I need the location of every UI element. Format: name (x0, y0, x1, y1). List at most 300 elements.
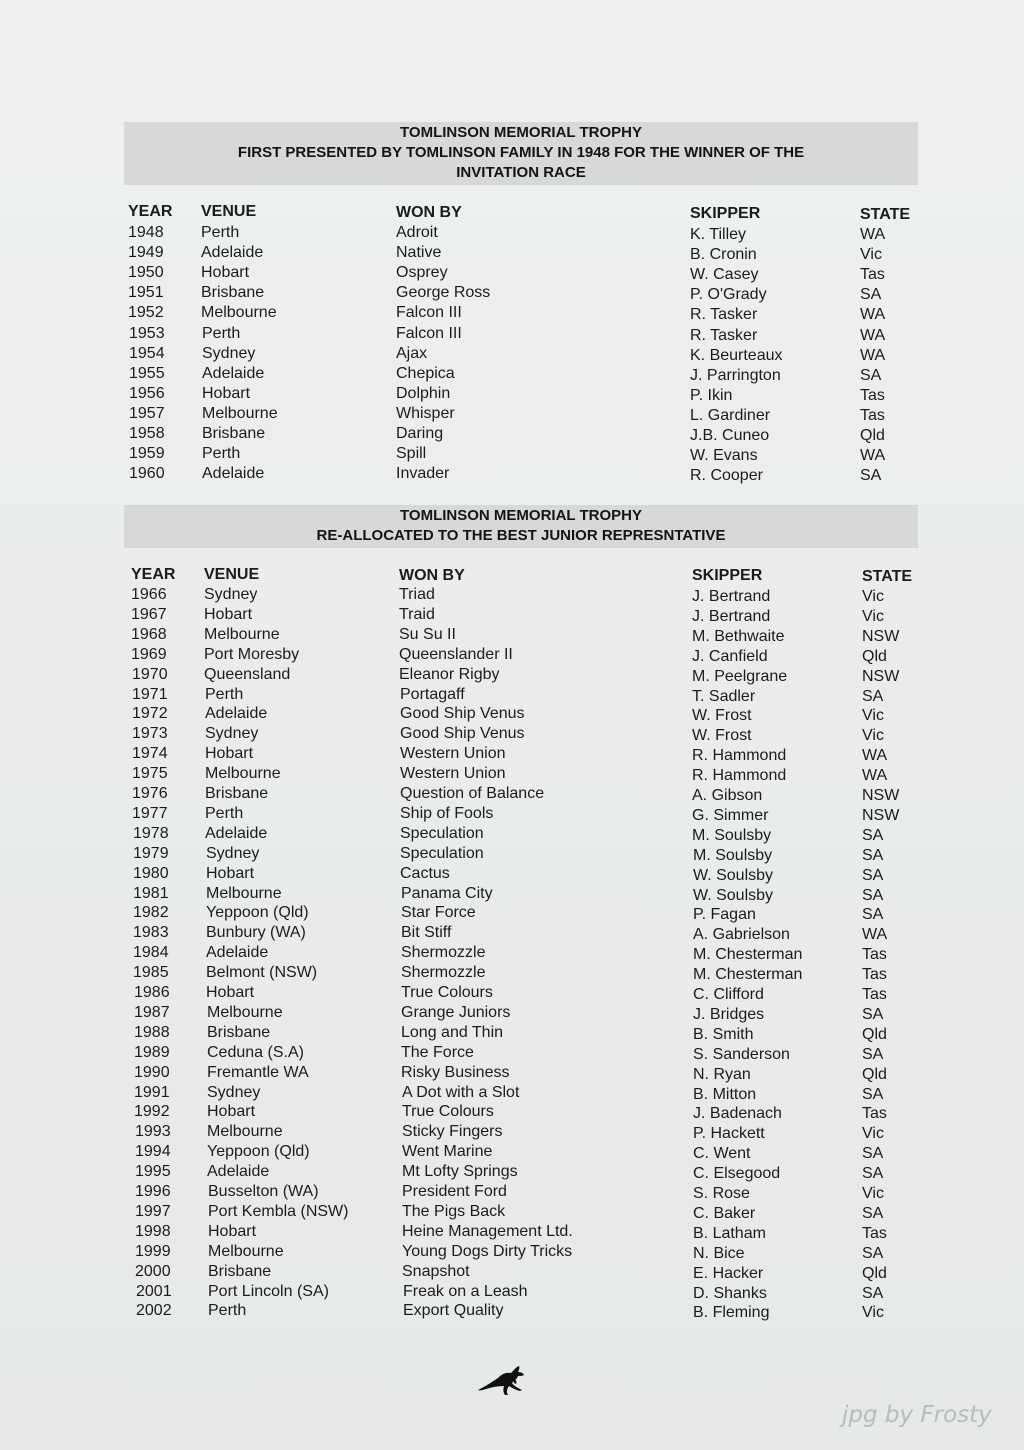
won-by-cell: Falcon III (396, 324, 462, 342)
table-row (0, 884, 1024, 904)
state-cell: Vic (862, 1125, 884, 1143)
won-by-cell: Traid (399, 605, 435, 623)
skipper-cell: W. Casey (690, 266, 759, 284)
won-by-cell: Osprey (396, 264, 448, 282)
year-cell: 1985 (133, 964, 169, 982)
skipper-cell: P. Ikin (690, 386, 733, 404)
venue-cell: Sydney (202, 344, 256, 362)
won-by-cell: Falcon III (396, 304, 462, 322)
venue-cell: Fremantle WA (207, 1063, 309, 1081)
venue-cell: Melbourne (206, 884, 282, 902)
venue-cell: Belmont (NSW) (206, 964, 318, 982)
won-by-cell: Speculation (400, 844, 484, 862)
year-cell: 1953 (129, 324, 165, 342)
state-cell: SA (862, 906, 884, 924)
table-row (0, 824, 1024, 844)
won-by-cell: Star Force (401, 904, 476, 922)
skipper-cell: C. Baker (693, 1204, 756, 1222)
state-cell: SA (862, 687, 884, 705)
venue-cell: Melbourne (202, 404, 278, 422)
won-by-cell: Cactus (400, 864, 450, 882)
won-by-cell: Ship of Fools (400, 804, 494, 822)
year-cell: 1976 (132, 785, 168, 802)
won-by-cell: Went Marine (402, 1143, 493, 1161)
table-row (0, 1242, 1024, 1262)
venue-cell: Brisbane (202, 425, 266, 442)
skipper-cell: S. Sanderson (693, 1045, 790, 1063)
won-by-cell: Speculation (400, 824, 484, 842)
year-cell: 1986 (134, 984, 170, 1001)
skipper-cell: M. Chesterman (693, 946, 803, 964)
won-by-cell: Triad (399, 586, 435, 603)
won-by-cell: Long and Thin (401, 1023, 504, 1041)
skipper-cell: C. Went (693, 1145, 751, 1163)
state-cell: Tas (860, 266, 885, 284)
state-cell: WA (862, 747, 888, 765)
year-cell: 1983 (133, 924, 169, 942)
skipper-cell: J. Badenach (693, 1105, 782, 1123)
state-cell: Vic (862, 588, 884, 605)
venue-cell: Melbourne (207, 1123, 283, 1141)
won-by-cell: George Ross (396, 284, 491, 302)
state-cell: WA (862, 926, 888, 944)
year-cell: 1980 (133, 864, 169, 882)
state-cell: SA (862, 1085, 884, 1103)
year-cell: 1995 (135, 1163, 171, 1181)
venue-cell: Adelaide (202, 364, 265, 382)
won-by-cell: Adroit (396, 224, 438, 241)
venue-cell: Adelaide (201, 244, 264, 262)
state-cell: SA (862, 1244, 884, 1262)
won-by-cell: Freak on a Leash (403, 1282, 528, 1300)
section2-banner-line: RE-ALLOCATED TO THE BEST JUNIOR REPRESNTATIVE (316, 527, 726, 544)
year-cell: 1958 (129, 425, 165, 442)
photo-credit-watermark: jpg by Frosty (842, 1402, 992, 1428)
state-cell: WA (862, 767, 888, 785)
won-by-cell: Bit Stiff (401, 924, 452, 942)
state-cell: Tas (862, 986, 887, 1003)
state-cell: Vic (862, 727, 884, 745)
state-cell: NSW (862, 667, 900, 685)
venue-cell: Yeppoon (Qld) (207, 1143, 310, 1161)
year-cell: 1982 (133, 904, 169, 922)
skipper-cell: D. Shanks (693, 1284, 767, 1302)
table-row (0, 1003, 1024, 1023)
skipper-cell: J. Bertrand (692, 588, 771, 605)
skipper-cell: C. Elsegood (693, 1165, 781, 1183)
venue-cell: Perth (205, 685, 244, 703)
won-by-cell: Panama City (401, 884, 493, 902)
venue-cell: Melbourne (207, 1003, 283, 1021)
won-by-cell: Western Union (400, 745, 506, 763)
skipper-cell: R. Tasker (690, 306, 758, 324)
section1-banner-line: FIRST PRESENTED BY TOMLINSON FAMILY IN 1948 FOR THE WINNER OF THE (237, 144, 805, 161)
year-cell: 1972 (132, 705, 168, 723)
skipper-cell: J.B. Cuneo (690, 427, 770, 444)
table-row (0, 424, 1024, 444)
won-by-cell: Shermozzle (401, 944, 486, 962)
skipper-cell: C. Clifford (693, 986, 764, 1003)
section2-banner (124, 505, 918, 548)
state-cell: SA (860, 366, 882, 384)
state-cell: Vic (862, 1304, 884, 1322)
state-cell: SA (862, 826, 884, 844)
table-row (0, 404, 1024, 424)
venue-cell: Brisbane (201, 284, 265, 302)
venue-cell: Sydney (205, 725, 259, 743)
state-cell: Qld (860, 427, 885, 444)
state-cell: NSW (862, 806, 900, 824)
section1-banner-line: TOMLINSON MEMORIAL TROPHY (400, 124, 642, 141)
venue-cell: Sydney (206, 844, 260, 862)
won-by-cell: Chepica (396, 364, 455, 382)
state-cell: Vic (860, 246, 882, 264)
won-by-cell: True Colours (401, 984, 493, 1001)
table-row (0, 263, 1024, 283)
venue-header: VENUE (204, 566, 260, 583)
venue-cell: Adelaide (205, 824, 268, 842)
skipper-cell: L. Gardiner (690, 406, 771, 424)
won-by-cell: President Ford (402, 1183, 507, 1200)
skipper-cell: G. Simmer (692, 806, 769, 824)
table-row (0, 243, 1024, 263)
year-cell: 1967 (131, 605, 167, 623)
table-row (0, 324, 1024, 344)
venue-cell: Hobart (206, 864, 255, 882)
won-by-cell: Eleanor Rigby (399, 665, 500, 683)
won-by-cell: Invader (396, 465, 450, 483)
won-by-cell: Sticky Fingers (402, 1123, 503, 1141)
skipper-cell: K. Beurteaux (690, 346, 783, 364)
won-by-cell: Whisper (396, 404, 455, 422)
table-row (0, 1202, 1024, 1222)
table-row (0, 1182, 1024, 1202)
table-row (0, 1063, 1024, 1083)
table-row (0, 1222, 1024, 1242)
table-row (0, 844, 1024, 864)
skipper-cell: J. Parrington (690, 366, 781, 384)
state-cell: SA (862, 886, 884, 904)
skipper-cell: N. Bice (693, 1244, 745, 1262)
skipper-cell: R. Hammond (692, 767, 787, 785)
year-cell: 1973 (132, 725, 168, 743)
table-row (0, 1043, 1024, 1063)
state-cell: SA (862, 846, 884, 864)
table-row (0, 903, 1024, 923)
year-cell: 1975 (132, 765, 168, 783)
won-by-cell: The Force (401, 1043, 474, 1061)
state-cell: Qld (862, 1065, 887, 1083)
state-cell: SA (862, 1145, 884, 1163)
table-row (0, 1023, 1024, 1043)
year-cell: 1993 (135, 1123, 171, 1141)
won-by-cell: Young Dogs Dirty Tricks (402, 1242, 573, 1260)
skipper-cell: T. Sadler (692, 687, 756, 705)
skipper-cell: W. Soulsby (693, 866, 774, 884)
state-cell: WA (860, 326, 886, 344)
year-cell: 1948 (128, 224, 164, 241)
skipper-cell: J. Bertrand (692, 607, 771, 625)
won-by-cell: The Pigs Back (402, 1202, 506, 1220)
table-row (0, 1102, 1024, 1122)
skipper-cell: K. Tilley (690, 226, 747, 243)
table-row (0, 983, 1024, 1003)
table-row (0, 344, 1024, 364)
skipper-header: SKIPPER (690, 205, 761, 222)
state-cell: WA (860, 346, 886, 364)
state-cell: WA (860, 226, 886, 243)
skipper-cell: J. Canfield (692, 647, 768, 665)
state-cell: WA (860, 447, 886, 465)
venue-header: VENUE (201, 203, 257, 220)
won-by-cell: Good Ship Venus (400, 705, 525, 723)
won-by-cell: Daring (396, 425, 444, 442)
skipper-cell: J. Bridges (693, 1005, 765, 1023)
skipper-cell: R. Cooper (690, 467, 763, 485)
skipper-cell: P. Fagan (693, 906, 756, 924)
venue-cell: Melbourne (205, 765, 281, 783)
state-cell: Tas (862, 946, 887, 964)
venue-cell: Brisbane (207, 1023, 271, 1041)
state-cell: SA (862, 1284, 884, 1302)
state-cell: SA (860, 467, 882, 485)
year-cell: 2002 (136, 1302, 172, 1320)
venue-cell: Perth (201, 224, 240, 241)
skipper-cell: B. Smith (693, 1025, 754, 1043)
venue-cell: Hobart (207, 1103, 256, 1121)
skipper-cell: S. Rose (693, 1185, 750, 1202)
venue-cell: Brisbane (208, 1262, 272, 1280)
year-cell: 1950 (128, 264, 164, 282)
state-cell: Qld (862, 1025, 887, 1043)
table-row (0, 605, 1024, 625)
skipper-cell: M. Soulsby (693, 846, 773, 864)
year-cell: 1970 (132, 665, 168, 683)
year-cell: 1956 (129, 384, 165, 402)
won-by-header: WON BY (396, 204, 462, 221)
table-row (0, 625, 1024, 645)
skipper-cell: E. Hacker (693, 1264, 764, 1282)
won-by-cell: Portagaff (400, 685, 465, 703)
won-by-cell: Shermozzle (401, 964, 486, 982)
skipper-cell: P. O'Grady (690, 286, 767, 304)
table-row (0, 645, 1024, 665)
venue-cell: Hobart (205, 745, 254, 763)
venue-cell: Bunbury (WA) (206, 924, 306, 942)
won-by-cell: Spill (396, 445, 427, 463)
year-cell: 1997 (135, 1202, 171, 1220)
state-cell: SA (862, 1204, 884, 1222)
won-by-cell: Western Union (400, 765, 506, 783)
skipper-cell: R. Tasker (690, 326, 758, 344)
state-header: STATE (862, 568, 913, 585)
state-cell: WA (860, 306, 886, 324)
kangaroo-icon (476, 1364, 530, 1398)
skipper-cell: N. Ryan (693, 1065, 751, 1083)
won-by-cell: Queenslander II (399, 645, 513, 663)
won-by-cell: Risky Business (401, 1063, 510, 1081)
skipper-cell: M. Soulsby (692, 826, 772, 844)
table-row (0, 724, 1024, 744)
skipper-cell: M. Bethwaite (692, 627, 785, 645)
year-cell: 1996 (135, 1183, 171, 1200)
venue-cell: Port Lincoln (SA) (208, 1282, 329, 1300)
skipper-cell: W. Frost (692, 727, 752, 745)
section1-banner-line: INVITATION RACE (456, 164, 586, 181)
year-cell: 1999 (135, 1242, 171, 1260)
year-cell: 1987 (134, 1003, 170, 1021)
state-cell: SA (862, 1165, 884, 1183)
venue-cell: Busselton (WA) (208, 1183, 319, 1200)
table-row (0, 864, 1024, 884)
state-cell: SA (860, 286, 882, 304)
year-cell: 1960 (129, 465, 165, 483)
won-by-cell: Grange Juniors (401, 1003, 511, 1021)
year-cell: 1949 (128, 244, 164, 262)
venue-cell: Queensland (204, 665, 291, 683)
year-cell: 1998 (135, 1222, 171, 1240)
won-by-cell: Dolphin (396, 384, 451, 402)
venue-cell: Sydney (207, 1083, 261, 1101)
venue-cell: Port Kembla (NSW) (208, 1202, 349, 1220)
year-cell: 1969 (131, 645, 167, 663)
table-row (0, 665, 1024, 685)
year-cell: 1974 (132, 745, 168, 763)
skipper-cell: P. Hackett (693, 1125, 765, 1143)
table-row (0, 943, 1024, 963)
won-by-cell: Export Quality (403, 1302, 504, 1320)
skipper-cell: B. Mitton (693, 1085, 757, 1103)
year-cell: 1951 (128, 284, 164, 302)
year-cell: 1979 (133, 844, 169, 862)
year-cell: 1968 (131, 625, 167, 643)
skipper-cell: B. Cronin (690, 246, 757, 264)
year-cell: 1954 (129, 344, 165, 362)
state-cell: Vic (862, 607, 884, 625)
table-row (0, 364, 1024, 384)
table-row (0, 963, 1024, 983)
table-row (0, 784, 1024, 804)
won-by-cell: Question of Balance (400, 785, 545, 802)
table-row (0, 464, 1024, 484)
year-cell: 1955 (129, 364, 165, 382)
skipper-cell: W. Soulsby (693, 886, 774, 904)
table-row (0, 744, 1024, 764)
state-cell: Tas (860, 406, 885, 424)
table-row (0, 1262, 1024, 1282)
skipper-cell: B. Fleming (693, 1304, 770, 1322)
state-cell: SA (862, 866, 884, 884)
table-row (0, 923, 1024, 943)
venue-cell: Brisbane (205, 785, 269, 802)
table-row (0, 764, 1024, 784)
skipper-cell: A. Gabrielson (693, 926, 790, 944)
state-cell: Vic (862, 707, 884, 725)
venue-cell: Ceduna (S.A) (207, 1043, 304, 1061)
venue-cell: Adelaide (207, 1163, 270, 1181)
won-by-cell: True Colours (402, 1103, 494, 1121)
venue-cell: Perth (202, 324, 241, 342)
state-cell: Tas (862, 1224, 887, 1242)
table-row (0, 1301, 1024, 1321)
year-header: YEAR (131, 566, 176, 583)
skipper-cell: M. Chesterman (693, 966, 803, 984)
table-row (0, 1282, 1024, 1302)
table-row (0, 1122, 1024, 1142)
year-cell: 1971 (132, 685, 168, 703)
state-cell: NSW (862, 627, 900, 645)
won-by-cell: Su Su II (399, 625, 456, 643)
venue-cell: Hobart (204, 605, 253, 623)
table-row (0, 804, 1024, 824)
skipper-header: SKIPPER (692, 567, 763, 584)
venue-cell: Hobart (201, 264, 250, 282)
venue-cell: Adelaide (202, 465, 265, 483)
won-by-header: WON BY (399, 567, 465, 584)
year-cell: 2001 (136, 1282, 172, 1300)
state-header: STATE (860, 206, 911, 223)
won-by-cell: Ajax (396, 344, 428, 362)
venue-cell: Melbourne (208, 1242, 284, 1260)
year-cell: 1981 (133, 884, 169, 902)
venue-cell: Yeppoon (Qld) (206, 904, 309, 922)
year-cell: 2000 (135, 1262, 171, 1280)
won-by-cell: Native (396, 244, 442, 262)
venue-cell: Melbourne (201, 304, 277, 322)
year-cell: 1957 (129, 404, 165, 422)
state-cell: Tas (862, 966, 887, 984)
state-cell: Vic (862, 1185, 884, 1202)
table-row (0, 223, 1024, 243)
state-cell: Qld (862, 1264, 887, 1282)
skipper-cell: R. Hammond (692, 747, 787, 765)
table-row (0, 384, 1024, 404)
year-cell: 1994 (135, 1143, 171, 1161)
won-by-cell: A Dot with a Slot (402, 1083, 520, 1101)
state-cell: NSW (862, 787, 900, 804)
year-cell: 1952 (128, 304, 164, 322)
venue-cell: Perth (208, 1302, 247, 1320)
venue-cell: Melbourne (204, 625, 280, 643)
table-row (0, 685, 1024, 705)
section1-banner (124, 122, 918, 185)
year-cell: 1977 (132, 804, 168, 822)
venue-cell: Hobart (206, 984, 255, 1001)
state-cell: SA (862, 1045, 884, 1063)
venue-cell: Perth (202, 445, 241, 463)
table-row (0, 444, 1024, 464)
won-by-cell: Snapshot (402, 1262, 470, 1280)
year-cell: 1978 (133, 824, 169, 842)
skipper-cell: W. Evans (690, 447, 758, 465)
state-cell: Tas (860, 386, 885, 404)
table-row (0, 1142, 1024, 1162)
table-row (0, 585, 1024, 605)
year-cell: 1992 (134, 1103, 170, 1121)
table-row (0, 704, 1024, 724)
state-cell: Tas (862, 1105, 887, 1123)
venue-cell: Adelaide (205, 705, 268, 723)
table-row (0, 1083, 1024, 1103)
skipper-cell: B. Latham (693, 1224, 766, 1242)
skipper-cell: W. Frost (692, 707, 752, 725)
venue-cell: Perth (205, 804, 244, 822)
venue-cell: Hobart (208, 1222, 257, 1240)
table-row (0, 303, 1024, 323)
year-cell: 1966 (131, 586, 167, 603)
venue-cell: Port Moresby (204, 645, 300, 663)
venue-cell: Adelaide (206, 944, 269, 962)
